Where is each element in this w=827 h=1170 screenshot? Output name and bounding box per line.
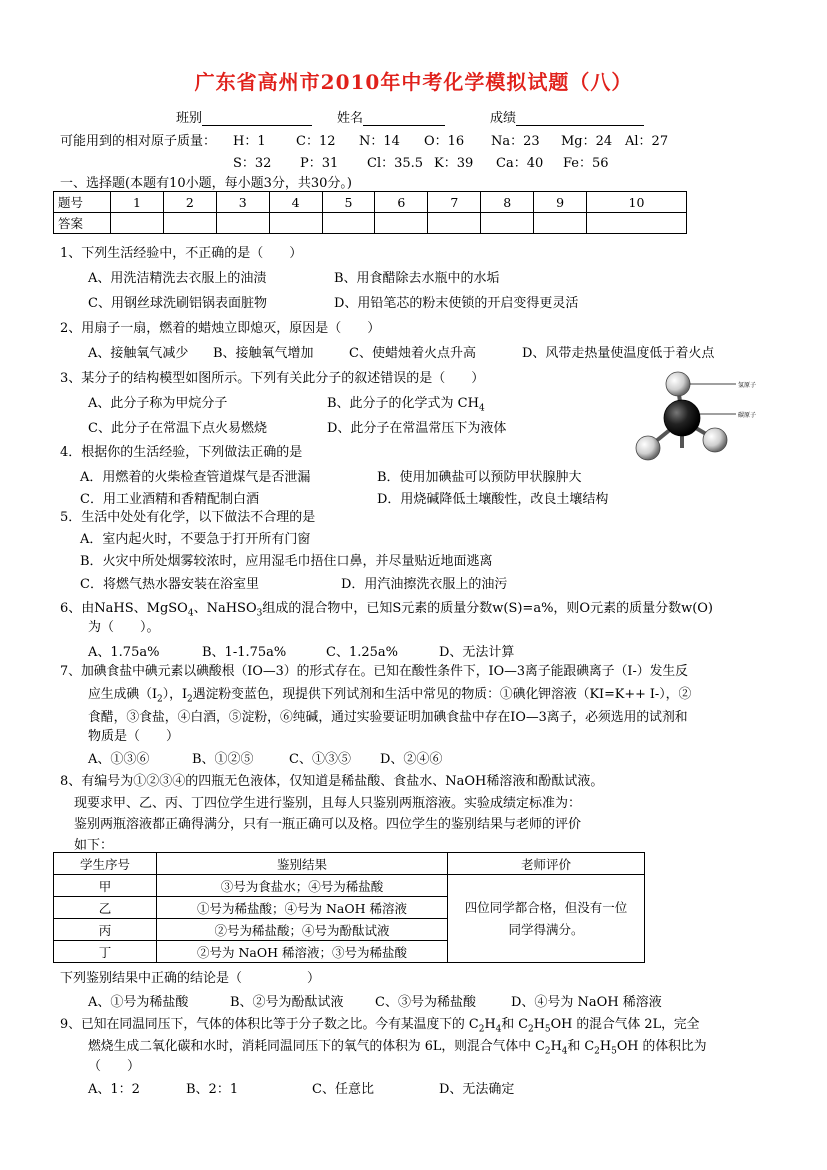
answer-cell[interactable] [322,213,375,234]
mass-ca: Ca：40 [496,156,544,171]
evaluation-line1: 四位同学都合格，但没有一位 [464,899,628,915]
answer-table-header-label: 题号 [54,192,111,213]
q9-line2-part1: 燃烧生成二氧化碳和水时，消耗同温同压下的氧气的体积为 6L，则混合气体中 C [88,1039,545,1054]
mass-mg: Mg：24 [561,134,613,149]
q9-option-d: D、无法确定 [439,1082,515,1097]
mass-c: C：12 [296,134,336,149]
q8-line2: 现要求甲、乙、丙、丁四位学生进行鉴别，且每人只鉴别两瓶溶液。实验成绩定标准为： [74,796,582,811]
q9-line1-sub2: 4 [495,1024,502,1035]
score-blank [516,112,644,126]
q9-line1-part4: H [533,1017,545,1032]
answer-cell[interactable] [534,213,587,234]
score-label: 成绩 [490,111,517,126]
q8-option-d: D、④号为 NaOH 稀溶液 [511,995,662,1010]
name-field [337,107,445,126]
answer-cell[interactable] [163,213,216,234]
q5-stem: 5．生活中处处有化学，以下做法不合理的是 [60,510,316,525]
q5-option-b: B．火灾中所处烟雾较浓时，应用湿毛巾捂住口鼻，并尽量贴近地面逃离 [80,554,493,569]
q6-sub2: 3 [256,608,263,619]
table-row [54,875,645,897]
question-number: 4 [269,192,322,213]
question-number: 9 [534,192,587,213]
question-number: 7 [428,192,481,213]
student-cell: 甲 [54,875,157,897]
answer-table [53,191,687,234]
q9-line1-sub1: 2 [478,1024,485,1035]
evaluation-line2: 同学得满分。 [508,921,584,937]
q9-line2-sub3: 2 [594,1046,600,1057]
q7-option-a: A、①③⑥ [88,752,150,767]
evaluation-header-row [54,853,645,875]
evaluation-table [53,852,645,963]
question-number: 1 [111,192,164,213]
label-carbon: 碳原子 [738,412,757,419]
hydrogen-atom-left [636,436,660,460]
q4-stem: 4．根据你的生活经验，下列做法正确的是 [60,445,303,460]
question-number: 3 [216,192,269,213]
q8-line3: 鉴别两瓶溶液都正确得满分，只有一瓶正确可以及格。四位学生的鉴别结果与老师的评价 [74,817,582,832]
header-evaluation: 老师评价 [448,853,645,875]
q7-option-c: C、①③⑤ [289,752,351,767]
q1-stem: 1、下列生活经验中，不正确的是（ ） [60,246,303,261]
answer-cell[interactable] [269,213,322,234]
q9-line1-part5: OH 的混合气体 2L，完全 [550,1017,700,1032]
q7-line2-part1: 应生成碘（I [88,687,158,702]
answer-table-answer-row [54,213,687,234]
evaluation-cell [448,875,645,963]
mass-p: P：31 [300,156,339,171]
q6-stem-part2: 、NaHSO [193,601,257,616]
q3-option-d: D、此分子在常温常压下为液体 [327,421,507,436]
result-cell: ①号为稀盐酸；④号为 NaOH 稀溶液 [157,897,448,919]
q5-option-c: C．将燃气热水器安装在浴室里 [80,577,259,592]
q7-line4: 物质是（ ） [88,729,180,744]
q1-option-d: D、用铅笔芯的粉末使锁的开启变得更灵活 [334,296,579,311]
student-cell: 丙 [54,919,157,941]
q6-option-d: D、无法计算 [439,645,515,660]
q7-line2-part3: 遇淀粉变蓝色，现提供下列试剂和生活中常见的物质：①碘化钾溶液（KI=K++ I-），② [192,687,692,702]
q7-line2 [88,683,691,705]
label-hydrogen: 氢原子 [738,382,757,389]
q7-line3: 食醋，③食盐，④白酒，⑤淀粉，⑥纯碱，通过实验要证明加碘食盐中存在IO—3离子，必须选用的试剂和 [88,710,688,725]
q9-line1 [60,1013,699,1035]
mass-al: Al：27 [625,134,669,149]
q8-line1: 8、有编号为①②③④的四瓶无色液体，仅知道是稀盐酸、食盐水、NaOH稀溶液和酚酞试液。 [60,774,604,789]
q6-option-a: A、1.75a% [88,645,160,660]
q8-option-b: B、②号为酚酞试液 [230,995,344,1010]
question-number: 2 [163,192,216,213]
q4-option-b: B．使用加碘盐可以预防甲状腺肿大 [377,470,582,485]
q2-stem: 2、用扇子一扇，燃着的蜡烛立即熄灭，原因是（ ） [60,321,381,336]
answer-cell[interactable] [216,213,269,234]
q6-option-b: B、1-1.75a% [202,645,287,660]
student-cell: 丁 [54,941,157,963]
q9-line2-sub4: 5 [611,1046,617,1057]
q9-line2-part2: H [550,1039,562,1054]
q3-option-b-text: B、此分子的化学式为 CH [327,396,479,411]
section1-heading: 一、选择题(本题有10小题，每小题3分，共30分。) [60,176,352,191]
class-label: 班别 [176,111,203,126]
methane-model-figure [628,368,773,468]
q2-option-c: C、使蜡烛着火点升高 [349,346,476,361]
q3-option-a: A、此分子称为甲烷分子 [88,396,228,411]
question-number: 5 [322,192,375,213]
q1-option-b: B、用食醋除去水瓶中的水垢 [334,271,500,286]
q6-option-c: C、1.25a% [326,645,398,660]
hydrogen-atom-right [703,428,727,452]
q9-line1-part1: 9、已知在同温同压下，气体的体积比等于分子数之比。今有某温度下的 C [60,1017,479,1032]
q3-stem: 3、某分子的结构模型如图所示。下列有关此分子的叙述错误的是（ ） [60,371,485,386]
page-title: 广东省高州市2010年中考化学模拟试题（八） [194,70,633,94]
q7-option-b: B、①②⑤ [192,752,254,767]
q6-stem-part3: 组成的混合物中，已知S元素的质量分数w(S)=a%，则O元素的质量分数w(O) [262,601,714,616]
answer-cell[interactable] [111,213,164,234]
q9-line3: （ ） [88,1059,141,1074]
q8-line4: 如下： [74,838,114,853]
result-cell: ②号为 NaOH 稀溶液；③号为稀盐酸 [157,941,448,963]
answer-cell[interactable] [428,213,481,234]
result-cell: ③号为食盐水；④号为稀盐酸 [157,875,448,897]
q9-line1-sub4: 5 [544,1024,551,1035]
q9-option-c: C、任意比 [312,1082,374,1097]
carbon-atom [664,400,700,436]
score-field [490,107,644,126]
class-field [176,107,312,126]
class-blank [202,112,312,126]
q2-option-a: A、接触氧气减少 [88,346,189,361]
q6-stem-line2: 为（ ）。 [88,620,160,635]
header-result: 鉴别结果 [157,853,448,875]
q9-line2 [88,1035,707,1057]
q9-line2-part4: H [599,1039,612,1054]
q2-option-b: B、接触氧气增加 [213,346,314,361]
q7-line1: 7、加碘食盐中碘元素以碘酸根（IO—3）的形式存在。已知在酸性条件下，IO—3离子能跟碘离子（I-）发生反 [60,664,688,679]
answer-cell[interactable] [375,213,428,234]
q3-option-b-sub: 4 [478,403,485,414]
answer-cell[interactable] [587,213,687,234]
q1-option-a: A、用洗洁精洗去衣服上的油渍 [88,271,267,286]
question-number: 8 [481,192,534,213]
q9-option-b: B、2：1 [186,1082,239,1097]
hydrogen-atom-top [666,372,690,396]
mass-n: N：14 [359,134,400,149]
name-blank [363,112,445,126]
q7-option-d: D、②④⑥ [380,752,443,767]
q6-stem-part1: 6、由NaHS、MgSO [60,601,188,616]
name-label: 姓名 [337,111,364,126]
mass-k: K：39 [434,156,474,171]
q9-line1-part2: H [484,1017,496,1032]
student-cell: 乙 [54,897,157,919]
question-number: 10 [587,192,687,213]
q5-option-a: A．室内起火时，不要急于打开所有门窗 [80,532,311,547]
q4-option-a: A．用燃着的火柴检查管道煤气是否泄漏 [80,470,311,485]
atomic-masses-intro: 可能用到的相对原子质量： [60,134,217,149]
mass-h: H：1 [233,134,266,149]
question-number: 6 [375,192,428,213]
q9-line2-part5: OH 的体积比为 [616,1039,707,1054]
q3-option-b [327,392,485,414]
q8-option-a: A、①号为稀盐酸 [88,995,189,1010]
header-student: 学生序号 [54,853,157,875]
q7-sub-b: 2 [187,694,193,705]
q8-option-c: C、③号为稀盐酸 [375,995,476,1010]
q3-option-c: C、此分子在常温下点火易燃烧 [88,421,267,436]
q7-sub-a: 2 [157,694,163,705]
answer-row-label: 答案 [54,213,111,234]
answer-cell[interactable] [481,213,534,234]
q9-line2-sub2: 4 [561,1046,568,1057]
q9-line1-sub3: 2 [528,1024,534,1035]
q1-option-c: C、用钢丝球洗刷铝锅表面脏物 [88,296,267,311]
q4-option-d: D．用烧碱降低土壤酸性，改良土壤结构 [377,492,609,507]
q8-stem: 下列鉴别结果中正确的结论是（ ） [60,971,321,986]
q6-sub1: 4 [187,608,194,619]
q9-option-a: A、1：2 [88,1082,140,1097]
answer-table-header-row [54,192,687,213]
q9-line2-part3: 和 C [567,1039,595,1054]
q5-option-d: D．用汽油擦洗衣服上的油污 [341,577,508,592]
q4-option-c: C．用工业酒精和香精配制白酒 [80,492,259,507]
result-cell: ②号为稀盐酸；④号为酚酞试液 [157,919,448,941]
q2-option-d: D、风带走热量使温度低于着火点 [522,346,715,361]
q9-line1-part3: 和 C [501,1017,529,1032]
q7-line2-part2: ），I [162,687,188,702]
mass-s: S：32 [233,156,272,171]
mass-cl: Cl：35.5 [367,156,424,171]
q9-line2-sub1: 2 [544,1046,551,1057]
mass-fe: Fe：56 [563,156,609,171]
mass-o: O：16 [424,134,465,149]
mass-na: Na：23 [491,134,540,149]
